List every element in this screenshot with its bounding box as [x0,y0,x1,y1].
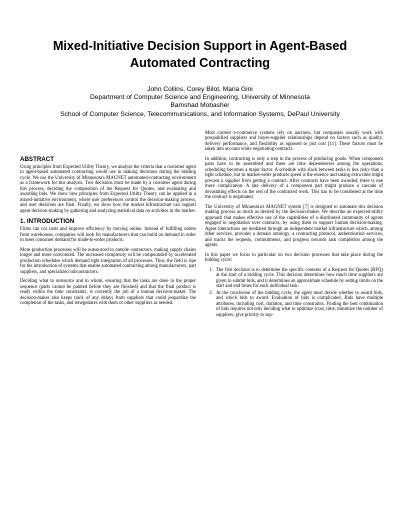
intro-paragraph-1: Firms can cut costs and improve efficiency by moving online. Instead of fulfilling orders from warehouses, companies will look for manufacturers that can build on demand in order to meet consumer demand for made-to-order products. [20,227,196,244]
right-paragraph-2: In addition, contracting is only a step in the process of producing goods. When component parts have to be assembled and there are time dependencies among the operations, scheduling becomes a major factor. A schedule with slack between tasks is less risky than a tight schedule, but in market-order products speed is the essence and taking extra time might prevent a supplier from getting a contract. After contracts have been awarded, there is one more complication. A late delivery of a component part might produce a cascade of devastating effects on the rest of the contracted work. This has to be considered at the time the contract is negotiated. [205,157,383,201]
title-line-1: Mixed-Initiative Decision Support in Agent-Based [52,39,348,53]
introduction-heading: 1. INTRODUCTION [20,218,75,226]
left-column [20,156,196,307]
right-column [205,131,383,319]
abstract-text: Using principles from Expected Utility Theory, we analyze the criteria that a customer agent in agent-based automated contracting would use in making decisions during the bidding cycle. We use the University of Minnesota's MAGNET automated-contracting environment as a framework for this analysis. Two decisions must be made by a customer agent during this process, deciding the composition of the Request for Quotes, and evaluating and awarding bids. We show how principles from Expected Utility Theory can be applied in a mixed-initiative environment, where user preferences control the decision-making process, and user decisions are final. Finally, we show how the market infrastructure can support agent decision-making by gathering and analyzing statistical data on activities in the market. [20,165,196,214]
abstract-heading: ABSTRACT [20,156,55,163]
right-paragraph-1: Most current e-commerce systems rely on auctions, but companies usually work with prequalified suppliers and buyer-supplier relationships depend on factors such as quality, delivery performance, and flexibility as opposed to just cost [11]. These factors must be taken into account while negotiating contracts. [205,131,383,153]
list-item: 1. The first decision is to determine the specific contents of a Request for Quotes (RFQ) at the start of a bidding cycle. This decision determines how much time suppliers are given to submit bids, and it determines an approximate schedule by setting limits on the start and end times for each individual task. [214,268,383,290]
right-paragraph-3: The University of Minnesota's MAGNET system [7] is designed to automate this decision making process as much as desired by the decision-maker. We describe an expected-utility approach that makes effective use of the capabilities of a distributed community of agents engaged in negotiation over contracts, by using them to support human decision-making. Agent interactions are mediated through an independent market infrastructure which, among other services, provides a domain ontology, a contracting protocol, authentication services, and tracks the requests, commitments, and progress towards task completion among the agents. [205,204,383,248]
authors-line: John Collins, Corey Bilot, Maria Gini [147,86,253,93]
affiliation-2: School of Computer Science, Telecommunications, and Information Systems, DePaul University [60,110,340,118]
intro-paragraph-3: Deciding what to outsource and to whom, ensuring that the tasks are done in the proper sequence (parts cannot be painted before they are finished) and that the final product is ready within the time constraints, is currently the job of a human decision-maker. The decision-maker also keeps track of any delays from suppliers that could jeopardize the completion of the tasks, and renegotiates with them or other suppliers as needed. [20,279,196,307]
author-block [8,86,392,119]
decision-list [205,268,383,318]
list-item: 2. At the conclusion of the bidding cycle, the agent must decide whether to award bids, and which bids to award. Evaluation of bids is complicated. Bids have multiple attributes, including cost, duration, and time constraints. Finding the best combination of bids requires not only deciding what to optimize (cost, time, minimize the number of suppliers, give priority to sup- [214,291,383,318]
title-line-2: Automated Contracting [130,56,270,70]
intro-paragraph-2: More production processes will be outsourced to outside contractors, making supply chains longer and more convoluted. The increased complexity will be compounded by accelerated production schedules which demand tight integration of all processes. Thus, the field is ripe for the introduction of systems that enable automated contracting among manufacturers, part suppliers, and specialized subcontractors. [20,247,196,275]
author-2: Bamshad Mobasher [170,102,230,110]
paper-title [24,38,376,72]
right-paragraph-4: In this paper we focus in particular on two decision processes that take place during the bidding cycle: [205,252,383,264]
affiliation-1: Department of Computer Science and Engineering, University of Minnesota [90,94,310,102]
